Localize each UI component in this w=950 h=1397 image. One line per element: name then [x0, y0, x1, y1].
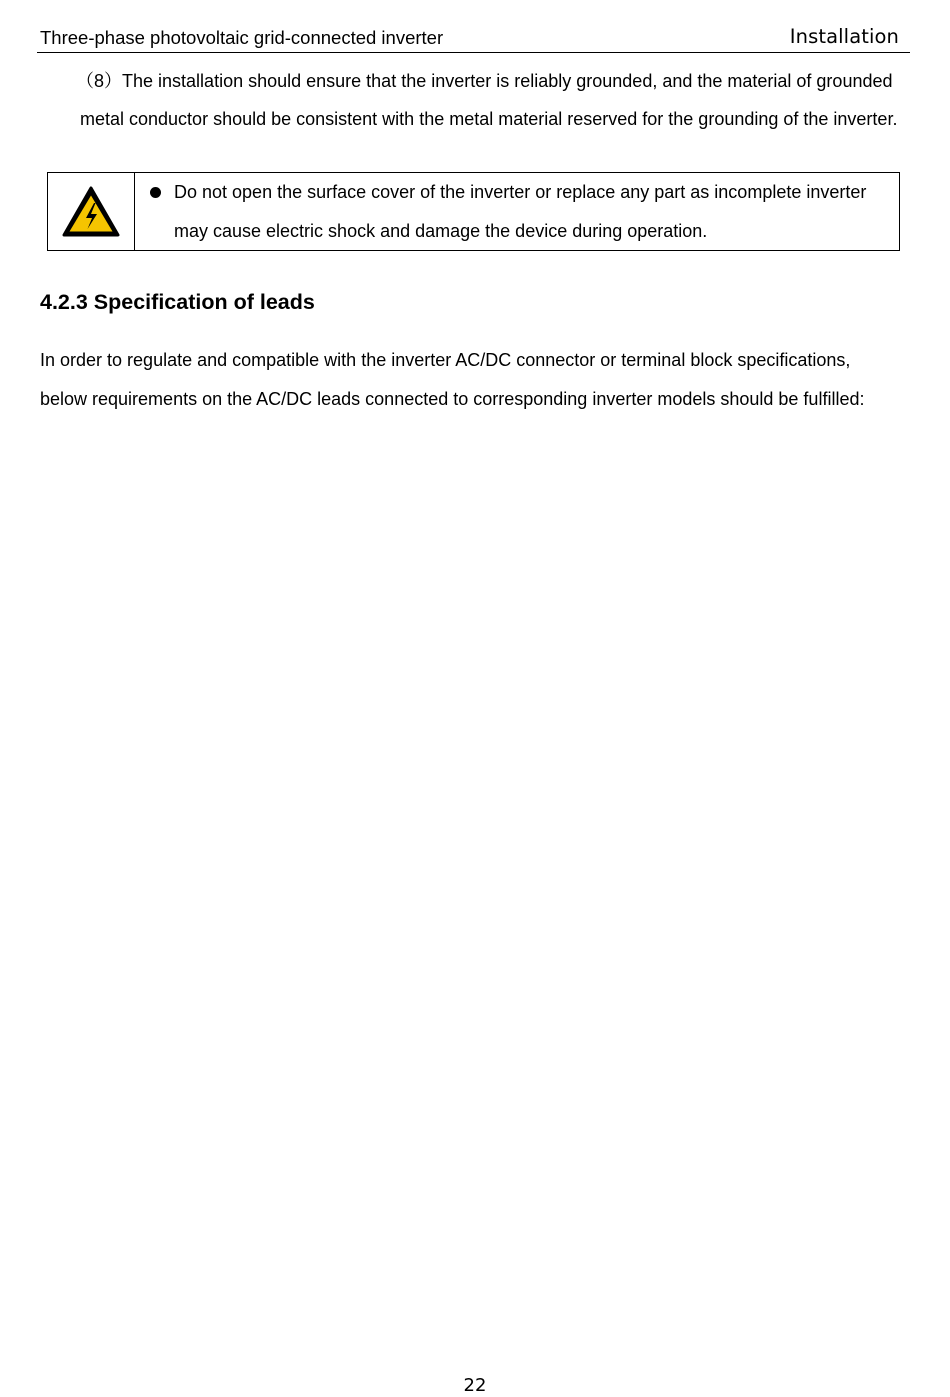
page-number: 22: [463, 1375, 487, 1396]
section-heading: 4.2.3 Specification of leads: [40, 290, 315, 314]
header-divider: [37, 52, 910, 53]
bullet-icon: [150, 187, 161, 198]
warning-text-cell: [135, 173, 899, 250]
running-header-title: Three-phase photovoltaic grid-connected inverter: [40, 27, 444, 48]
electric-shock-warning-icon: [62, 186, 120, 238]
warning-icon-cell: [48, 173, 135, 250]
warning-text: Do not open the surface cover of the inverter or replace any part as incomplete inverter may cause electric shock and damage the device during operation.: [174, 182, 867, 241]
item-text: The installation should ensure that the inverter is reliably grounded, and the material of grounded metal conductor should be consistent with the metal material reserved for the grounding of the inverter.: [80, 71, 898, 129]
installation-item-8: [76, 62, 910, 138]
warning-table: [47, 172, 900, 251]
running-header-section: Installation: [789, 25, 899, 48]
item-number: （8）: [76, 71, 123, 91]
section-body-text: In order to regulate and compatible with the inverter AC/DC connector or terminal block specifications, below requirements on the AC/DC leads connected to corresponding inverter models should be fulfilled:: [40, 350, 865, 409]
